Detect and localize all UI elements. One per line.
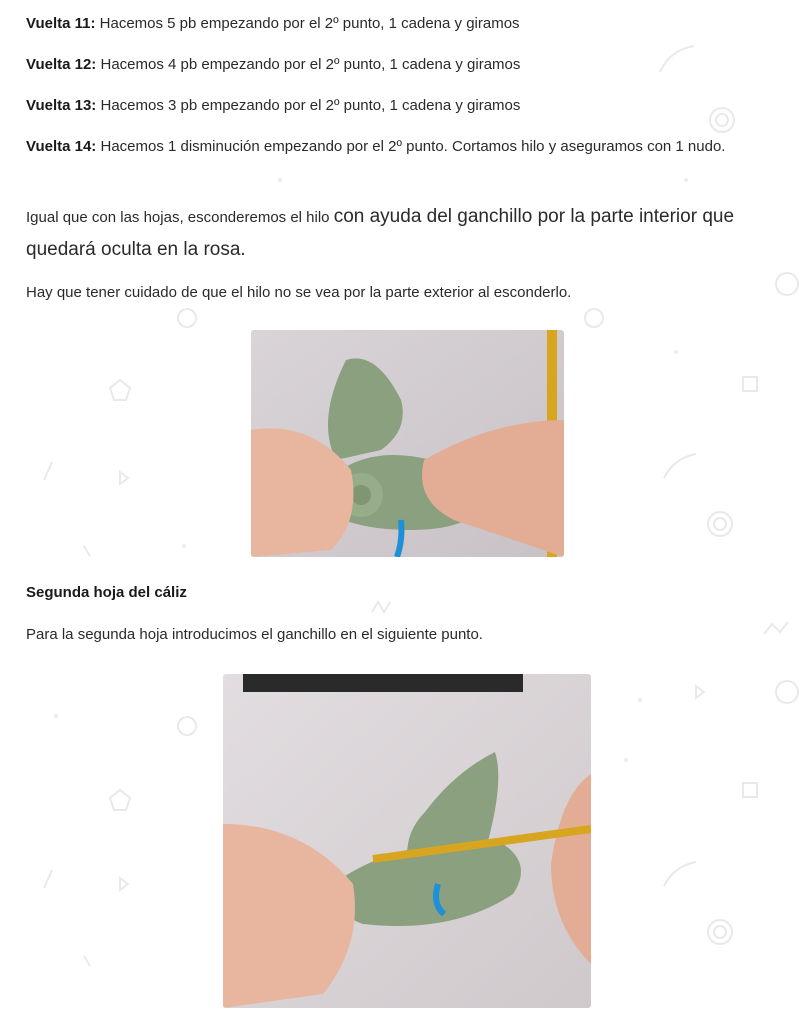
hide-yarn-note: Igual que con las hojas, esconderemos el hilo con ayuda del ganchillo por la parte interior que quedará oculta en la rosa. (26, 206, 735, 260)
section-heading-second-leaf: Segunda hoja del cáliz (26, 584, 187, 601)
round-13: Vuelta 13: Hacemos 3 pb empezando por el 2º punto, 1 cadena y giramos (26, 97, 521, 114)
care-note: Hay que tener cuidado de que el hilo no se vea por la parte exterior al esconderlo. (26, 284, 572, 301)
round-14: Vuelta 14: Hacemos 1 disminución empezando por el 2º punto. Cortamos hilo y aseguramos con 1 nudo. (26, 138, 726, 155)
crochet-photo-first-leaf (251, 330, 564, 557)
round-12: Vuelta 12: Hacemos 4 pb empezando por el 2º punto, 1 cadena y giramos (26, 56, 521, 73)
crochet-photo-second-leaf (223, 674, 591, 1008)
round-11: Vuelta 11: Hacemos 5 pb empezando por el 2º punto, 1 cadena y giramos (26, 15, 520, 32)
second-leaf-text: Para la segunda hoja introducimos el ganchillo en el siguiente punto. (26, 626, 483, 643)
